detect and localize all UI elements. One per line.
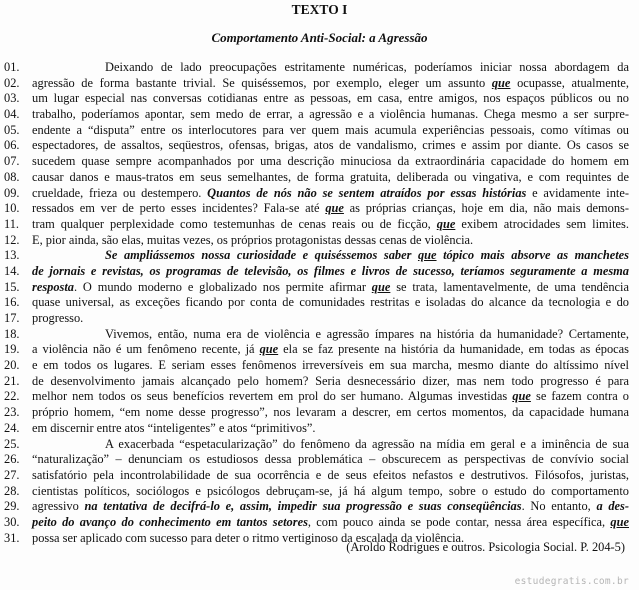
line-number: 05. — [4, 122, 20, 137]
line-number: 24. — [4, 420, 20, 435]
text-segment: satisfatório pela incontrolabilidade de sua ocorrência e de seus efeitos nefastos e destrutivos. Filósofos, juristas, — [32, 467, 629, 482]
line-text — [32, 264, 629, 280]
emphasized-text: resposta — [32, 279, 74, 294]
text-segment: quase universal, as exceções ficando por conta de comunidades restritas e isoladas do alcance da tecnologia e do — [32, 295, 629, 310]
line-number: 12. — [4, 232, 20, 247]
line-number: 03. — [4, 91, 20, 106]
line-text — [32, 295, 629, 311]
text-segment: melhor nem todos os seus benefícios revertem em prol do ser humano. Algumas investidas — [32, 389, 513, 404]
line-text — [32, 452, 629, 468]
text-segment: cientistas políticos, sociólogos e psicólogos debruçam-se, já há algum tempo, sobre o estudo do comportamento — [32, 483, 629, 498]
line-text — [32, 342, 629, 358]
text-segment: de desenvolvimento jamais alcançado pelo homem? Seria desnecessário dizer, mas nem todo progresso é para — [32, 373, 629, 388]
highlighted-que: que — [371, 279, 391, 294]
text-line — [0, 76, 639, 92]
emphasized-text: tópico mais absorve as manchetes — [436, 248, 629, 263]
line-number: 29. — [4, 499, 20, 514]
text-line — [0, 452, 639, 468]
line-number: 14. — [4, 263, 20, 278]
line-text — [32, 437, 629, 453]
text-line — [0, 311, 639, 327]
line-number: 18. — [4, 326, 20, 341]
text-line — [0, 233, 639, 249]
line-text — [32, 499, 629, 515]
line-text — [32, 138, 629, 154]
text-segment: Deixando de lado preocupações estritamente numéricas, poderíamos iniciar nossa abordagem da — [105, 60, 629, 74]
text-segment: agressão de forma bastante trivial. Se quiséssemos, por exemplo, eleger um assunto — [32, 75, 492, 90]
emphasized-text: a des- — [596, 499, 629, 514]
text-segment: progresso. — [32, 311, 84, 325]
text-line — [0, 484, 639, 500]
line-text — [32, 217, 629, 233]
line-number: 09. — [4, 185, 20, 200]
text-line — [0, 421, 639, 437]
line-number: 28. — [4, 483, 20, 498]
line-number: 22. — [4, 389, 20, 404]
line-number: 27. — [4, 467, 20, 482]
text-segment: Vivemos, então, numa era de violência e agressão ímpares na história da humanidade? Certamente, — [105, 326, 629, 341]
text-segment: tram qualquer perplexidade como testemunhas de cenas reais ou de ficção, — [32, 216, 437, 231]
line-text — [32, 60, 629, 76]
highlighted-que: que — [259, 342, 279, 357]
text-line — [0, 201, 639, 217]
line-number: 11. — [4, 216, 20, 231]
highlighted-que: que — [512, 389, 531, 404]
text-segment: endente a “disputa” entre os interlocutores para ver quem mais acumula experiências pessoais, como vítimas ou — [32, 122, 629, 137]
source-citation: (Aroldo Rodrigues e outros. Psicologia Social. P. 204-5) — [346, 540, 625, 554]
text-segment: “naturalização” – denunciam os estudiosos dessa problemática – obscurecem as perspectivas de convívio social — [32, 452, 629, 467]
text-segment: exibem atrocidades sem limites. — [455, 216, 629, 231]
line-text — [32, 123, 629, 139]
text-segment: crueldade, frieza ou destempero. — [32, 185, 208, 200]
page-title: TEXTO I — [291, 2, 348, 17]
text-line — [0, 264, 639, 280]
line-number: 13. — [4, 248, 20, 263]
emphasized-text: de jornais e revistas, os programas de televisão, os filmes e livros de sucesso, teríamos seguramente a mesma — [32, 263, 629, 278]
text-segment: agressivo — [32, 499, 85, 514]
line-number: 06. — [4, 138, 20, 153]
text-line — [0, 186, 639, 202]
line-text — [32, 374, 629, 390]
highlighted-que: que — [436, 216, 456, 231]
line-text — [32, 484, 629, 500]
text-segment: em discernir entre atos “inteligentes” e atos “primitivos”. — [32, 420, 316, 435]
line-text — [32, 358, 629, 374]
line-text — [32, 91, 629, 107]
text-segment: . O mundo moderno e globalizado nos permite afirmar — [74, 279, 372, 294]
line-text — [32, 405, 629, 421]
text-line — [0, 515, 639, 531]
text-line — [0, 280, 639, 296]
line-text — [32, 311, 629, 327]
line-text — [32, 154, 629, 170]
line-number: 10. — [4, 201, 20, 216]
text-segment: se trata, lamentavelmente, de uma tendência — [390, 279, 629, 294]
line-text — [32, 201, 629, 217]
text-segment: possa ser aplicado com sucesso para deter o ritmo vertiginoso da escalada da violência. — [32, 530, 465, 545]
text-segment: ressados em ver de perto esses incidentes? Fala-se até — [32, 201, 326, 216]
line-number: 07. — [4, 154, 20, 169]
line-text — [32, 280, 629, 296]
text-line — [0, 123, 639, 139]
line-text — [32, 107, 629, 123]
text-segment: , com pouco ainda se pode contar, nessa área específica, — [307, 514, 611, 529]
line-text — [32, 468, 629, 484]
line-number: 02. — [4, 75, 20, 90]
line-number: 23. — [4, 405, 20, 420]
line-text — [32, 515, 629, 531]
text-line — [0, 374, 639, 390]
text-line — [0, 107, 639, 123]
line-text — [32, 186, 629, 202]
line-number: 30. — [4, 514, 20, 529]
emphasized-text: peito do avanço do conhecimento em tantos setores — [32, 514, 308, 529]
text-segment: um lugar especial nas conversas cotidianas entre as pessoas, em casa, entre amigos, nos espaços públicos ou no — [32, 91, 629, 106]
text-segment: espectadores, de assaltos, seqüestros, ofensas, brigas, atos de vandalismo, crimes e assim por diante. Os casos se — [32, 138, 629, 153]
line-number: 04. — [4, 107, 20, 122]
line-text — [32, 76, 629, 92]
emphasized-text: na tentativa de decifrá-lo e, assim, impedir sua progressão e suas conseqüências — [84, 499, 522, 514]
line-text — [32, 248, 629, 264]
line-number: 15. — [4, 279, 20, 294]
text-line — [0, 295, 639, 311]
line-number: 08. — [4, 169, 20, 184]
highlighted-que: que — [417, 248, 437, 263]
text-line — [0, 60, 639, 76]
text-line — [0, 327, 639, 343]
text-body — [0, 60, 639, 546]
highlighted-que: que — [610, 514, 629, 529]
emphasized-text: Se ampliássemos nossa curiosidade e quiséssemos saber — [105, 248, 418, 263]
line-text — [32, 389, 629, 405]
highlighted-que: que — [325, 201, 344, 216]
text-segment: as próprias crianças, hoje em dia, não mais demons- — [343, 201, 629, 216]
line-text — [32, 170, 629, 186]
text-line — [0, 170, 639, 186]
line-number: 16. — [4, 295, 20, 310]
text-segment: ocupasse, atualmente, — [510, 75, 629, 90]
highlighted-que: que — [491, 75, 511, 90]
line-text — [32, 421, 629, 437]
text-segment: se fazem contra o — [530, 389, 629, 404]
text-segment: a violência não é um fenômeno recente, já — [32, 342, 260, 357]
text-segment: . No entanto, — [521, 499, 597, 514]
line-number: 20. — [4, 358, 20, 373]
line-number: 01. — [4, 60, 20, 74]
text-line — [0, 358, 639, 374]
line-number: 17. — [4, 311, 20, 325]
text-line — [0, 499, 639, 515]
text-segment: E, pior ainda, são elas, muitas vezes, os próprios protagonistas dessas cenas de violência. — [32, 232, 474, 247]
text-line — [0, 248, 639, 264]
text-segment: ela se faz presente na história da humanidade, em todas as épocas — [278, 342, 630, 357]
text-segment: próprio homem, “em nome desse progresso”, nos levaram a descrer, em certos momentos, da capacidade humana — [32, 405, 629, 420]
line-number: 19. — [4, 342, 20, 357]
text-line — [0, 138, 639, 154]
text-line — [0, 154, 639, 170]
text-line — [0, 389, 639, 405]
text-line — [0, 217, 639, 233]
line-number: 31. — [4, 530, 20, 545]
line-number: 26. — [4, 452, 20, 467]
text-segment: e avidamente inte- — [526, 185, 629, 200]
line-number: 21. — [4, 373, 20, 388]
line-number: 25. — [4, 436, 20, 451]
text-line — [0, 405, 639, 421]
line-text — [32, 327, 629, 343]
text-segment: sucedem quase sempre acompanhados por uma descrição minuciosa da extraordinária capacidade do homem em — [32, 154, 629, 169]
text-line — [0, 468, 639, 484]
text-segment: e em todos os lugares. E seriam esses fenômenos irreversíveis em sua marcha, mesmo diante do altíssimo nível — [32, 358, 629, 373]
text-segment: A exacerbada “espetacularização” do fenômeno da agressão na mídia em geral e a iminência de sua — [105, 436, 629, 451]
watermark: estudegratis.com.br — [514, 576, 629, 587]
text-subtitle: Comportamento Anti-Social: a Agressão — [211, 30, 428, 45]
text-line — [0, 437, 639, 453]
text-line — [0, 342, 639, 358]
text-segment: trabalho, poderíamos apontar, sem medo de errar, a agressão e a violência humanas. Chega mesmo a ser surpre- — [32, 107, 629, 122]
emphasized-text: Quantos de nós não se sentem atraídos por essas histórias — [207, 185, 527, 200]
line-text — [32, 233, 629, 249]
text-segment: causar danos e maus-tratos em seus semelhantes, de forma gratuita, deliberada ou vingativa, e com requintes de — [32, 169, 629, 184]
text-line — [0, 91, 639, 107]
